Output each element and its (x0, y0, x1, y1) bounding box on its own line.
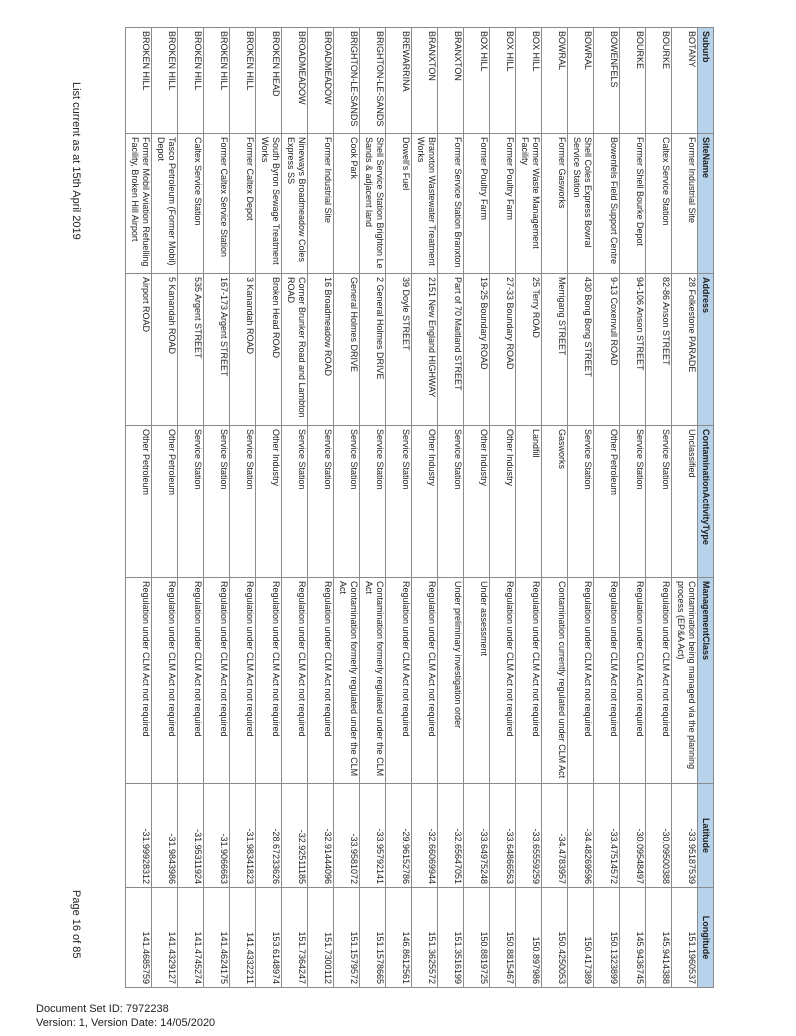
cell-management-class: Regulation under CLM Act not required (568, 578, 594, 784)
cell-address: 82-86 Anson STREET (646, 274, 672, 426)
cell-longitude: 150.8819725 (464, 888, 490, 988)
cell-activity-type: Other Industry (256, 426, 282, 578)
document-version: Version: 1, Version Date: 14/05/2020 (36, 1017, 216, 1029)
cell-latitude: -31.9843986 (152, 784, 178, 888)
cell-address: 25 Terry ROAD (516, 274, 542, 426)
cell-management-class: Regulation under CLM Act not required (594, 578, 620, 784)
header-sitename: SiteName (698, 134, 714, 274)
table-row (620, 28, 646, 988)
cell-longitude: 145.9436745 (620, 888, 646, 988)
cell-suburb: BROKEN HILL (152, 28, 178, 134)
table-header-row (698, 28, 714, 988)
cell-management-class: Regulation under CLM Act not required (282, 578, 308, 784)
cell-longitude: 150.1323899 (594, 888, 620, 988)
cell-activity-type: Service Station (308, 426, 334, 578)
table-row (152, 28, 178, 988)
cell-suburb: BROADMEADOW (308, 28, 334, 134)
cell-latitude: -29.96152786 (386, 784, 412, 888)
cell-latitude: -32.66069944 (412, 784, 438, 888)
cell-address: 19-25 Boundary ROAD (464, 274, 490, 426)
table-row (568, 28, 594, 988)
page-number: Page 16 of 85 (70, 890, 82, 959)
cell-latitude: -34.4783957 (542, 784, 568, 888)
document-set-id: Document Set ID: 7972238 (36, 1003, 169, 1015)
table-row (204, 28, 230, 988)
table-row (412, 28, 438, 988)
cell-activity-type: Service Station (282, 426, 308, 578)
cell-management-class: Regulation under CLM Act not required (256, 578, 282, 784)
cell-suburb: BOWRAL (568, 28, 594, 134)
cell-activity-type: Service Station (620, 426, 646, 578)
header-longitude: Longitude (698, 888, 714, 988)
cell-management-class: Under preliminary investigation order (438, 578, 464, 784)
cell-sitename: Shell Service Station Brighton Le Sands & adjacent land (360, 134, 386, 274)
cell-sitename: Caltex Service Station (646, 134, 672, 274)
cell-sitename: Former Waste Management Facility (516, 134, 542, 274)
cell-longitude: 141.4329127 (152, 888, 178, 988)
cell-latitude: -33.47514572 (594, 784, 620, 888)
cell-latitude: -28.67233626 (256, 784, 282, 888)
cell-longitude: 141.4685759 (126, 888, 152, 988)
cell-activity-type: Service Station (178, 426, 204, 578)
cell-address: 94-106 Anson STREET (620, 274, 646, 426)
cell-suburb: BRANXTON (438, 28, 464, 134)
cell-management-class: Regulation under CLM Act not required (646, 578, 672, 784)
cell-activity-type: Other Industry (490, 426, 516, 578)
cell-longitude: 141.4745274 (178, 888, 204, 988)
cell-address: 535 Argent STREET (178, 274, 204, 426)
cell-sitename: Former Poultry Farm (464, 134, 490, 274)
cell-longitude: 151.3516199 (438, 888, 464, 988)
table-body (126, 28, 698, 988)
cell-latitude: -32.91444096 (308, 784, 334, 888)
cell-sitename: Former Industrial Site (308, 134, 334, 274)
cell-address: 39 Doyle STREET (386, 274, 412, 426)
cell-address: 2151 New England HIGHWAY (412, 274, 438, 426)
cell-suburb: BROKEN HILL (178, 28, 204, 134)
cell-address: 9-13 Coxenvull ROAD (594, 274, 620, 426)
cell-sitename: Tasco Petroleum (Former Mobil) Depot (152, 134, 178, 274)
table-row (360, 28, 386, 988)
cell-sitename: Former Caltex Depot (230, 134, 256, 274)
cell-sitename: Former Mobil Aviation Refuelling Facility, Broken Hill Airport (126, 134, 152, 274)
cell-longitude: 146.8612561 (386, 888, 412, 988)
cell-longitude: 150.897986 (516, 888, 542, 988)
cell-latitude: -33.95792141 (360, 784, 386, 888)
cell-sitename: Former Caltex Service Station (204, 134, 230, 274)
cell-address: 430 Bong Bong STREET (568, 274, 594, 426)
cell-management-class: Regulation under CLM Act not required (308, 578, 334, 784)
cell-latitude: -32.65647051 (438, 784, 464, 888)
cell-longitude: 153.6148974 (256, 888, 282, 988)
cell-suburb: BOX HILL (490, 28, 516, 134)
cell-management-class: Regulation under CLM Act not required (204, 578, 230, 784)
cell-sitename: Branxton Wastewater Treatment Works (412, 134, 438, 274)
cell-sitename: Cook Park (334, 134, 360, 274)
table-row (594, 28, 620, 988)
cell-activity-type: Gasworks (542, 426, 568, 578)
table-row (542, 28, 568, 988)
header-latitude: Latitude (698, 784, 714, 888)
cell-address: 3 Kanandah ROAD (230, 274, 256, 426)
cell-longitude: 151.7300112 (308, 888, 334, 988)
cell-management-class: Contamination being managed via the planning process (EP&A Act) (672, 578, 698, 784)
cell-management-class: Regulation under CLM Act not required (152, 578, 178, 784)
list-current-date: List current as at 15th April 2019 (70, 82, 82, 240)
cell-address: Merrigang STREET (542, 274, 568, 426)
cell-management-class: Contamination formerly regulated under the CLM Act (360, 578, 386, 784)
cell-longitude: 141.4332211 (230, 888, 256, 988)
cell-address: 28 Folkestone PARADE (672, 274, 698, 426)
table-row (230, 28, 256, 988)
cell-address: Airport ROAD (126, 274, 152, 426)
cell-address: 27-33 Boundary ROAD (490, 274, 516, 426)
cell-activity-type: Other Industry (464, 426, 490, 578)
cell-latitude: -31.98341823 (230, 784, 256, 888)
cell-latitude: -33.64975248 (464, 784, 490, 888)
table-row (646, 28, 672, 988)
cell-latitude: -31.99928312 (126, 784, 152, 888)
cell-suburb: BROKEN HEAD (256, 28, 282, 134)
cell-longitude: 151.7364247 (282, 888, 308, 988)
table-row (386, 28, 412, 988)
cell-longitude: 151.1579572 (334, 888, 360, 988)
cell-activity-type: Service Station (438, 426, 464, 578)
cell-sitename: Dowell's Fuel (386, 134, 412, 274)
cell-latitude: -32.92511185 (282, 784, 308, 888)
cell-activity-type: Service Station (360, 426, 386, 578)
table-row (256, 28, 282, 988)
cell-suburb: BROKEN HILL (126, 28, 152, 134)
cell-suburb: BOWENFELS (594, 28, 620, 134)
table-row (464, 28, 490, 988)
cell-address: 5 Kanandah ROAD (152, 274, 178, 426)
header-suburb: Suburb (698, 28, 714, 134)
cell-sitename: Nineways Broadmeadow Coles Express SS (282, 134, 308, 274)
cell-suburb: BOTANY (672, 28, 698, 134)
cell-latitude: -34.48269596 (568, 784, 594, 888)
cell-latitude: -33.64866563 (490, 784, 516, 888)
contaminated-sites-table (125, 27, 714, 988)
cell-activity-type: Service Station (204, 426, 230, 578)
header-address: Address (698, 274, 714, 426)
cell-longitude: 145.9414388 (646, 888, 672, 988)
cell-management-class: Regulation under CLM Act not required (178, 578, 204, 784)
cell-latitude: -31.9066663 (204, 784, 230, 888)
cell-management-class: Regulation under CLM Act not required (620, 578, 646, 784)
cell-latitude: -30.09500388 (646, 784, 672, 888)
cell-sitename: South Byron Sewage Treatment Works (256, 134, 282, 274)
cell-suburb: BRIGHTON-LE-SANDS (334, 28, 360, 134)
cell-longitude: 151.1578665 (360, 888, 386, 988)
header-management-class: ManagementClass (698, 578, 714, 784)
cell-suburb: BROADMEADOW (282, 28, 308, 134)
cell-suburb: BOWRAL (542, 28, 568, 134)
cell-activity-type: Service Station (230, 426, 256, 578)
cell-longitude: 150.417389 (568, 888, 594, 988)
cell-latitude: -33.95187539 (672, 784, 698, 888)
cell-activity-type: Other Petroleum (152, 426, 178, 578)
cell-latitude: -33.9581072 (334, 784, 360, 888)
cell-activity-type: Service Station (386, 426, 412, 578)
cell-address: Part of 70 Maitland STREET (438, 274, 464, 426)
cell-suburb: BOURKE (620, 28, 646, 134)
cell-suburb: BOURKE (646, 28, 672, 134)
table-row (438, 28, 464, 988)
cell-management-class: Regulation under CLM Act not required (230, 578, 256, 784)
cell-management-class: Contamination currently regulated under CLM Act (542, 578, 568, 784)
cell-management-class: Contamination formerly regulated under the CLM Act (334, 578, 360, 784)
cell-activity-type: Other Petroleum (594, 426, 620, 578)
cell-latitude: -33.65559259 (516, 784, 542, 888)
cell-latitude: -30.09548497 (620, 784, 646, 888)
table-row (516, 28, 542, 988)
cell-longitude: 141.4624175 (204, 888, 230, 988)
cell-suburb: BREWARRINA (386, 28, 412, 134)
cell-address: 167-173 Argent STREET (204, 274, 230, 426)
cell-activity-type: Other Petroleum (126, 426, 152, 578)
cell-suburb: BRIGHTON-LE-SANDS (360, 28, 386, 134)
document-metadata (36, 1002, 215, 1030)
cell-longitude: 151.1960537 (672, 888, 698, 988)
table-row (282, 28, 308, 988)
cell-address: Broken Head ROAD (256, 274, 282, 426)
cell-address: General Holmes DRIVE (334, 274, 360, 426)
cell-activity-type: Service Station (646, 426, 672, 578)
cell-suburb: BOX HILL (464, 28, 490, 134)
cell-sitename: Former Industrial Site (672, 134, 698, 274)
cell-suburb: BROKEN HILL (204, 28, 230, 134)
cell-suburb: BROKEN HILL (230, 28, 256, 134)
page-footer (58, 0, 82, 1036)
cell-address: 2 General Holmes DRIVE (360, 274, 386, 426)
cell-suburb: BRANXTON (412, 28, 438, 134)
contaminated-sites-table-region (110, 27, 714, 987)
cell-latitude: -31.95311924 (178, 784, 204, 888)
table-row (308, 28, 334, 988)
cell-address: Corner Brunker Road and Lambton ROAD (282, 274, 308, 426)
cell-suburb: BOX HILL (516, 28, 542, 134)
cell-activity-type: Service Station (334, 426, 360, 578)
cell-sitename: Bowenfels Field Support Centre (594, 134, 620, 274)
cell-longitude: 150.4250053 (542, 888, 568, 988)
cell-longitude: 151.3625572 (412, 888, 438, 988)
cell-activity-type: Landfill (516, 426, 542, 578)
cell-management-class: Regulation under CLM Act not required (516, 578, 542, 784)
cell-management-class: Regulation under CLM Act not required (412, 578, 438, 784)
cell-management-class: Regulation under CLM Act not required (490, 578, 516, 784)
cell-address: 16 Broadmeadow ROAD (308, 274, 334, 426)
table-row (490, 28, 516, 988)
table-row (672, 28, 698, 988)
cell-management-class: Under assessment (464, 578, 490, 784)
cell-sitename: Former Poultry Farm (490, 134, 516, 274)
cell-activity-type: Unclassified (672, 426, 698, 578)
table-row (334, 28, 360, 988)
cell-activity-type: Service Station (568, 426, 594, 578)
cell-sitename: Former Shell Bourke Depot (620, 134, 646, 274)
cell-activity-type: Other Industry (412, 426, 438, 578)
table-row (178, 28, 204, 988)
cell-management-class: Regulation under CLM Act not required (386, 578, 412, 784)
cell-sitename: Former Service Station Branxton (438, 134, 464, 274)
header-activity-type: ContaminationActivityType (698, 426, 714, 578)
cell-sitename: Shell Coles Express Bowral Service Station (568, 134, 594, 274)
cell-management-class: Regulation under CLM Act not required (126, 578, 152, 784)
table-row (126, 28, 152, 988)
cell-longitude: 150.8815467 (490, 888, 516, 988)
cell-sitename: Former Gasworks (542, 134, 568, 274)
cell-sitename: Caltex Service Station (178, 134, 204, 274)
